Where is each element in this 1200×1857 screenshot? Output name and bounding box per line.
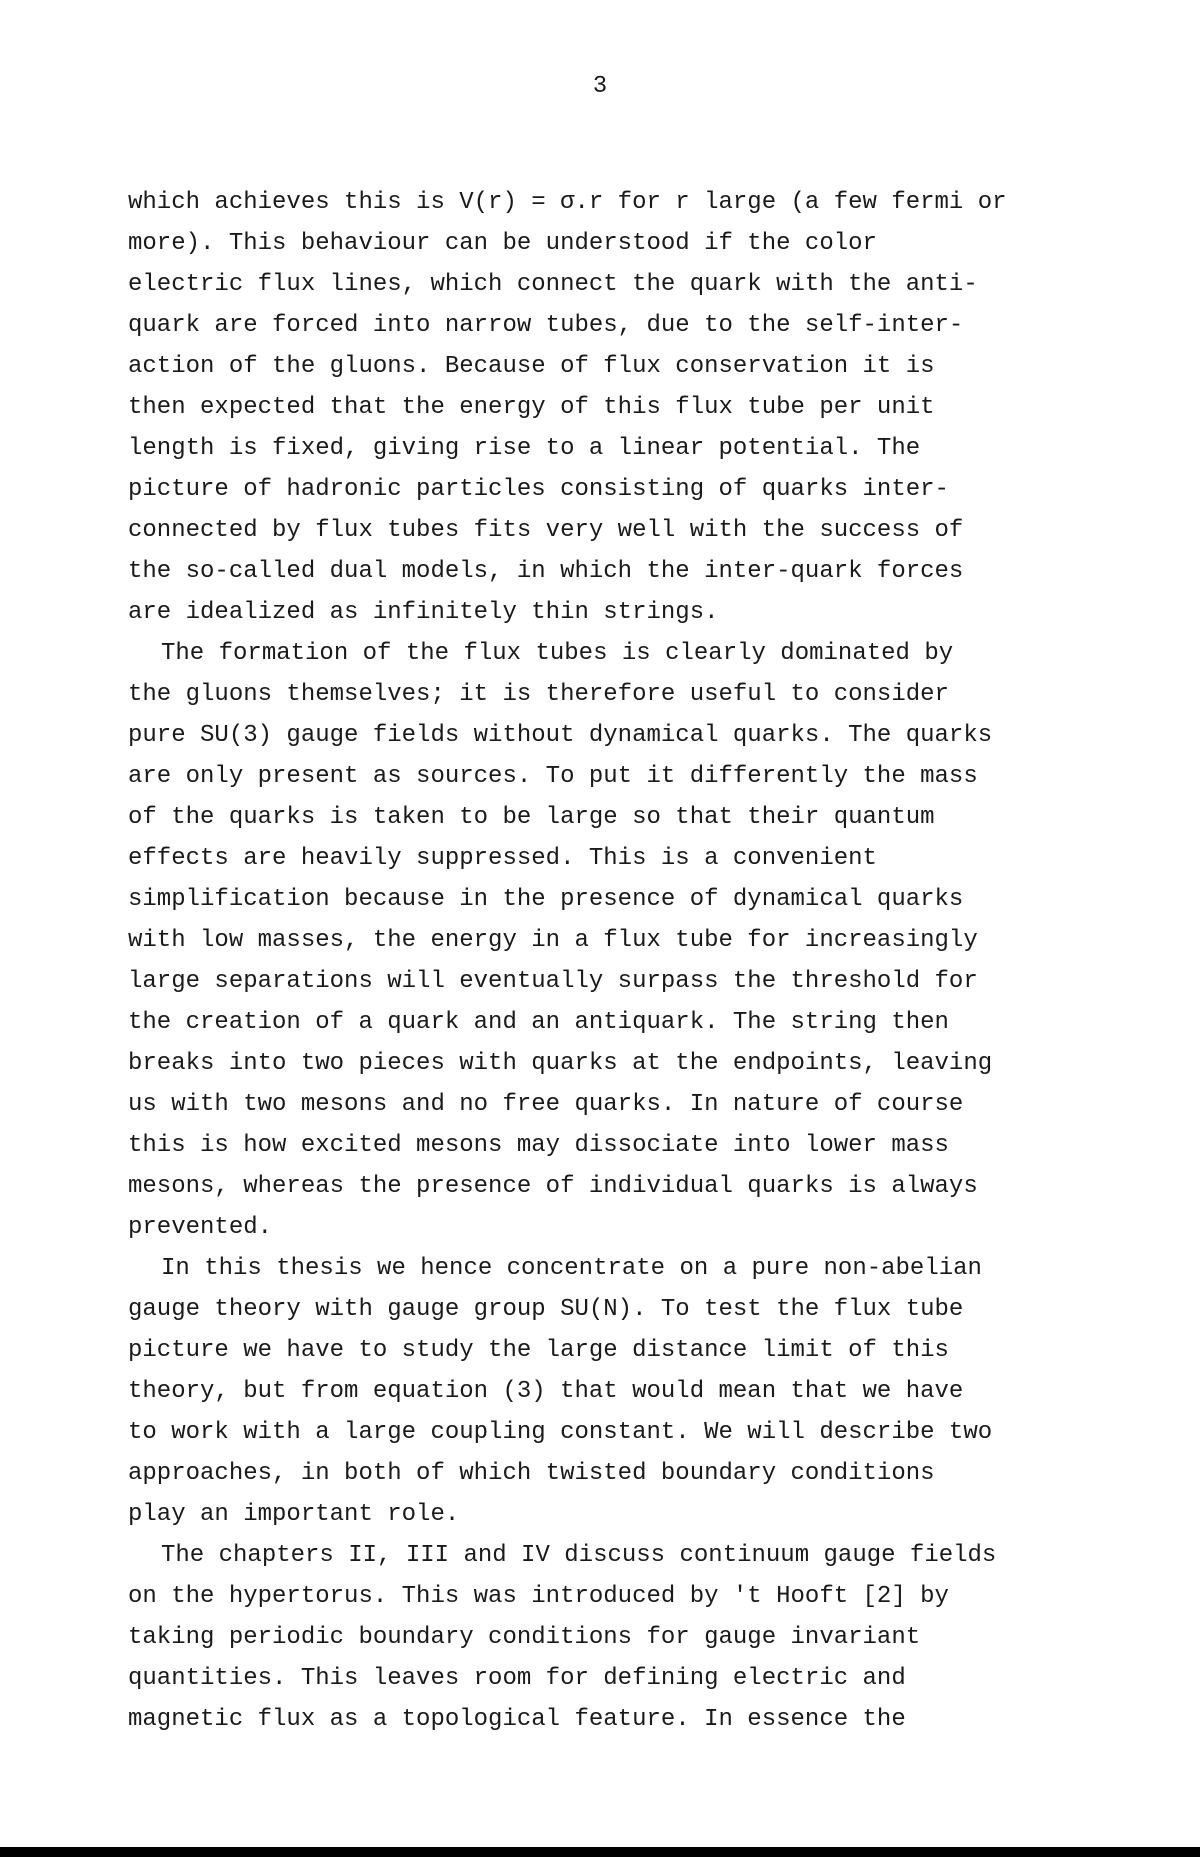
text-line: magnetic flux as a topological feature. In essence the <box>128 1706 906 1733</box>
text-line: The chapters II, III and IV discuss continuum gauge fields <box>161 1542 997 1569</box>
body-text <box>128 182 1128 1740</box>
text-line: are idealized as infinitely thin strings. <box>128 599 719 626</box>
page-number: 3 <box>592 73 608 100</box>
text-line: the so-called dual models, in which the inter-quark forces <box>128 558 964 585</box>
text-line: then expected that the energy of this flux tube per unit <box>128 394 935 421</box>
text-line: taking periodic boundary conditions for gauge invariant <box>128 1624 921 1651</box>
text-line: of the quarks is taken to be large so that their quantum <box>128 804 935 831</box>
text-line: quark are forced into narrow tubes, due to the self-inter- <box>128 312 964 339</box>
text-line: more). This behaviour can be understood if the color <box>128 230 877 257</box>
text-line: quantities. This leaves room for defining electric and <box>128 1665 906 1692</box>
text-line: are only present as sources. To put it differently the mass <box>128 763 978 790</box>
text-line: with low masses, the energy in a flux tube for increasingly <box>128 927 978 954</box>
text-line: which achieves this is V(r) = σ.r for r large (a few fermi or <box>128 189 1007 216</box>
paragraph-4 <box>128 1535 1128 1740</box>
text-line: this is how excited mesons may dissociate into lower mass <box>128 1132 949 1159</box>
text-line: on the hypertorus. This was introduced by 't Hooft [2] by <box>128 1583 949 1610</box>
text-line: the creation of a quark and an antiquark. The string then <box>128 1009 949 1036</box>
text-line: large separations will eventually surpass the threshold for <box>128 968 978 995</box>
text-line: electric flux lines, which connect the quark with the anti- <box>128 271 978 298</box>
text-line: effects are heavily suppressed. This is a convenient <box>128 845 877 872</box>
text-line: play an important role. <box>128 1501 460 1528</box>
text-line: The formation of the flux tubes is clearly dominated by <box>161 640 954 667</box>
text-line: approaches, in both of which twisted boundary conditions <box>128 1460 935 1487</box>
scan-bottom-edge <box>0 1847 1200 1857</box>
paragraph-2 <box>128 633 1128 1248</box>
paragraph-1 <box>128 182 1128 633</box>
text-line: gauge theory with gauge group SU(N). To test the flux tube <box>128 1296 964 1323</box>
text-line: mesons, whereas the presence of individual quarks is always <box>128 1173 978 1200</box>
paragraph-3 <box>128 1248 1128 1535</box>
text-line: to work with a large coupling constant. We will describe two <box>128 1419 993 1446</box>
text-line: action of the gluons. Because of flux conservation it is <box>128 353 935 380</box>
text-line: picture we have to study the large distance limit of this <box>128 1337 949 1364</box>
text-line: prevented. <box>128 1214 273 1241</box>
text-line: In this thesis we hence concentrate on a pure non-abelian <box>161 1255 982 1282</box>
text-line: picture of hadronic particles consisting of quarks inter- <box>128 476 949 503</box>
text-line: theory, but from equation (3) that would mean that we have <box>128 1378 964 1405</box>
text-line: us with two mesons and no free quarks. In nature of course <box>128 1091 964 1118</box>
text-line: pure SU(3) gauge fields without dynamical quarks. The quarks <box>128 722 993 749</box>
text-line: connected by flux tubes fits very well with the success of <box>128 517 964 544</box>
text-line: simplification because in the presence of dynamical quarks <box>128 886 964 913</box>
text-line: the gluons themselves; it is therefore useful to consider <box>128 681 949 708</box>
text-line: length is fixed, giving rise to a linear potential. The <box>128 435 921 462</box>
text-line: breaks into two pieces with quarks at the endpoints, leaving <box>128 1050 993 1077</box>
